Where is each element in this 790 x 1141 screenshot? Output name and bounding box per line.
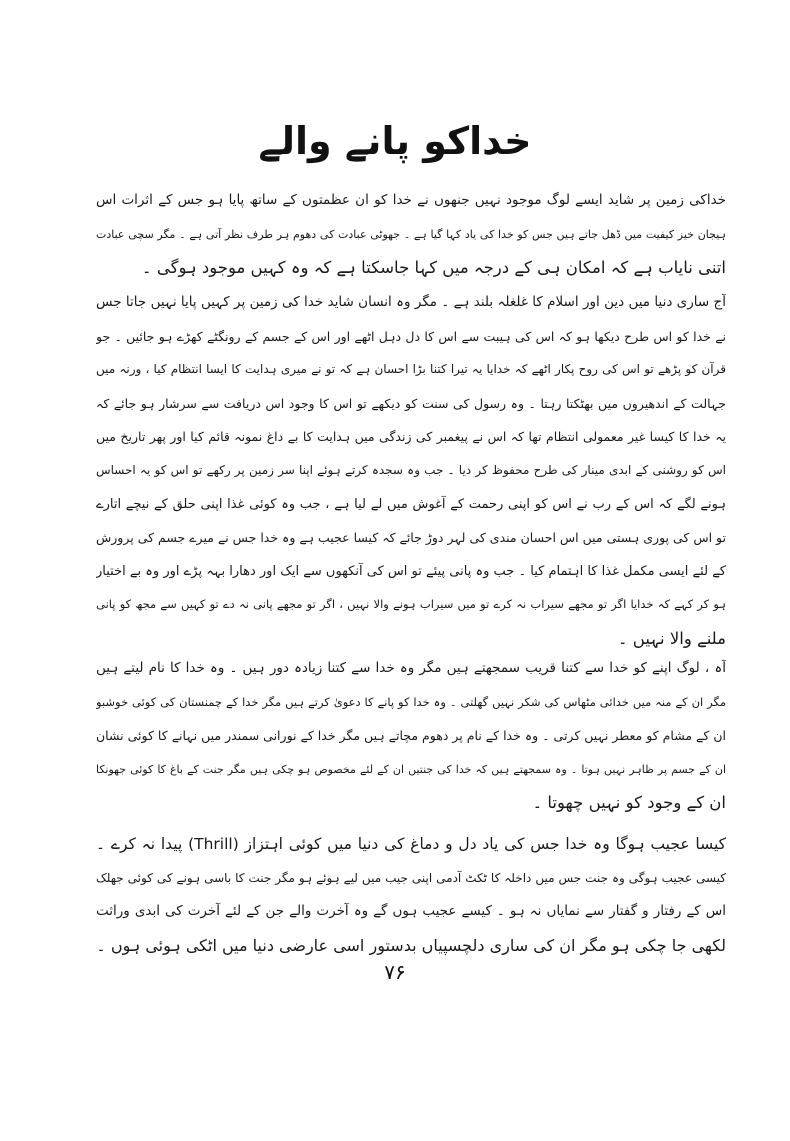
text-line: کیسی عجیب ہوگی وہ جنت جس میں داخلہ کا ٹکٹ آدمی اپنی جیب میں لیے ہوئے ہو مگر جنت کا باسی ہونے کی کوئی جھلک	[96, 870, 726, 885]
paragraph-3	[96, 652, 726, 820]
text-line: تو اس کی پوری ہستی میں اس احسان مندی کی لہر دوڑ جائے کہ کیسا عجیب ہے وہ خدا جس نے میرے جسم کی پرورش	[96, 530, 726, 546]
text-line: نے خدا کو اس طرح دیکھا ہو کہ اس کی ہیبت سے اس کا دل دہل اٹھے اور اس کے جسم کے رونگٹے کھڑے ہو جائیں ۔ جو	[96, 328, 726, 344]
text-line: آہ ، لوگ اپنے کو خدا سے کتنا قریب سمجھتے ہیں مگر وہ خدا سے کتنا زیادہ دور ہیں ۔ وہ خدا کا نام لیتے ہیں	[96, 660, 726, 676]
paragraph-2	[96, 286, 726, 656]
text-line: قرآن کو پڑھے تو اس کی روح پکار اٹھے کہ خدایا یہ تیرا کتنا بڑا احسان ہے کہ تو نے میری ہدایت کا ایسا انتظام کیا ، ورنہ میں	[96, 362, 726, 377]
text-line: خداکی زمین پر شاید ایسے لوگ موجود نہیں جنھوں نے خدا کو ان عظمتوں کے ساتھ پایا ہو جس کے اثرات اس	[96, 192, 726, 208]
text-line: ملنے والا نہیں ۔	[617, 628, 726, 648]
paragraph-4	[96, 828, 726, 962]
page-number: ۷۶	[384, 960, 406, 984]
text-line: یہ خدا کا کیسا غیر معمولی انتظام تھا کہ اس نے پیغمبر کی زندگی میں ہدایت کا بے داغ نمونہ قائم کیا اور پھر تاریخ میں	[96, 429, 726, 445]
text-line: اتنی نایاب ہے کہ امکان ہی کے درجہ میں کہا جاسکتا ہے کہ وہ کہیں موجود ہوگی ۔	[141, 258, 726, 278]
text-line: ان کے وجود کو نہیں چھوتا ۔	[532, 793, 726, 813]
text-line: مگر ان کے منہ میں خدائی مٹھاس کی شکر نہیں گھلتی ۔ وہ خدا کو پانے کا دعویٰ کرتے ہیں مگر خدا کے چمنستان کی کوئی خوشبو	[96, 694, 726, 709]
page-title: خداکو پانے والے	[258, 119, 532, 163]
text-line: آج ساری دنیا میں دین اور اسلام کا غلغلہ بلند ہے ۔ مگر وہ انسان شاید خدا کی زمین پر کہیں پایا نہیں جاتا جس	[96, 294, 726, 310]
text-line: ہیجان خیز کیفیت میں ڈھل جاتے ہیں جس کو خدا کی یاد کہا گیا ہے ۔ جھوٹی عبادت کی دھوم ہر طرف نظر آتی ہے ۔ مگر سچی عبادت	[96, 227, 726, 241]
text-line: اس کو روشنی کے ابدی مینار کی طرح محفوظ کر دیا ۔ جب وہ سجدہ کرتے ہوئے اپنا سر زمین پر رکھے تو اس کو یہ احساس	[96, 462, 726, 477]
text-line: جہالت کے اندھیروں میں بھٹکتا رہتا ۔ وہ رسول کی سنت کو دیکھے تو اس کا وجود اس دریافت سے سرشار ہو جائے کہ	[96, 395, 726, 411]
text-line: لکھی جا چکی ہو مگر ان کی ساری دلچسپیاں بدستور اسی عارضی دنیا میں اٹکی ہوئی ہوں ۔	[96, 935, 726, 955]
paragraph-1	[96, 184, 726, 285]
text-line: کیسا عجیب ہوگا وہ خدا جس کی یاد دل و دماغ کی دنیا میں کوئی اہتزاز (Thrill) پیدا نہ کرے ۔	[96, 835, 726, 853]
text-line: اس کے رفتار و گفتار سے نمایاں نہ ہو ۔ کیسے عجیب ہوں گے وہ آخرت والے جن کے لئے آخرت کی ابدی وراثت	[96, 903, 726, 920]
text-line: ہو کر کہے کہ خدایا اگر تو مجھے سیراب نہ کرے تو میں سیراب ہونے والا نہیں ، اگر تو مجھے پانی نہ دے تو کہیں سے مجھ کو پانی	[96, 597, 726, 612]
text-line: ان کے جسم پر ظاہر نہیں ہوتا ۔ وہ سمجھتے ہیں کہ خدا کی جنتیں ان کے لئے مخصوص ہو چکی ہیں مگر جنت کے باغ کا کوئی جھونکا	[96, 762, 726, 776]
text-line: کے لئے ایسی مکمل غذا کا اہتمام کیا ۔ جب وہ پانی پیئے تو اس کی آنکھوں سے ایک اور دھارا بہہ پڑے اور وہ بے اختیار	[96, 563, 726, 579]
text-line: ہونے لگے کہ اس کے رب نے اس کو اپنی رحمت کے آغوش میں لے لیا ہے ، جب وہ کوئی غذا اپنی حلق کے نیچے اتارے	[96, 496, 726, 512]
text-line: ان کے مشام کو معطر نہیں کرتی ۔ وہ خدا کے نام پر دھوم مچاتے ہیں مگر خدا کے نورانی سمندر میں نہانے کا کوئی نشان	[96, 728, 726, 744]
